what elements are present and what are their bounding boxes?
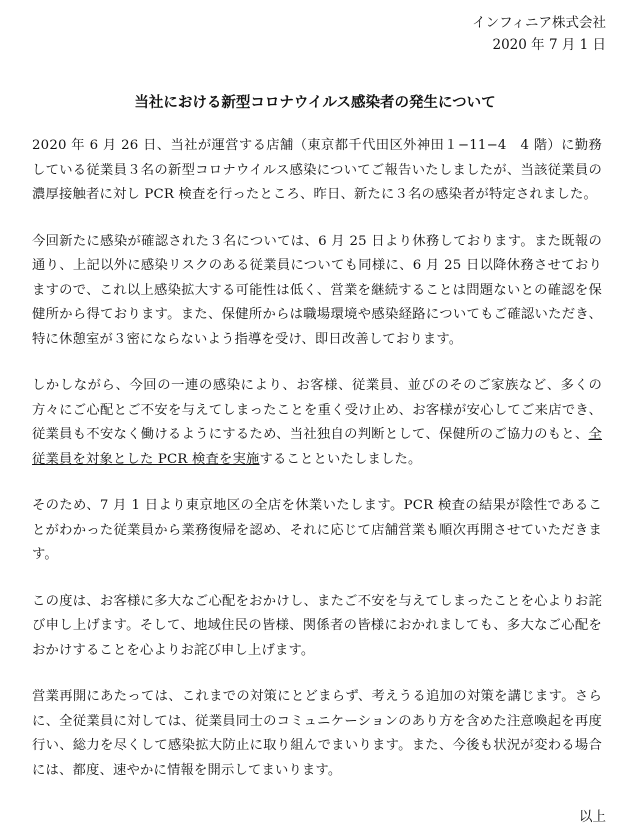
paragraph-4: そのため、7 月 1 日より東京地区の全店を休業いたします。PCR 検査の結果が陰性であることがわかった従業員から業務復帰を認め、それに応じて店舗営業も順次再開させていただきます。 [32, 498, 602, 562]
paragraph-3-text-after: することといたしました。 [259, 451, 422, 467]
paragraph-1: 2020 年 6 月 26 日、当社が運営する店舗（東京都千代田区外神田１−11−4 4 階）に勤務している従業員３名の新型コロナウイルス感染についてご報告いたしましたが、当該従業員の濃厚接触者に対し PCR 検査を行ったところ、昨日、新たに３名の感染者が特定されました。 [32, 138, 602, 202]
paragraph-5: この度は、お客様に多大なご心配をおかけし、またご不安を与えてしまったことを心よりお詫び申し上げます。そして、地域住民の皆様、関係者の皆様におかれましても、多大なご心配をおかけすることを心よりお詫び申し上げます。 [32, 593, 602, 658]
paragraph-3 [32, 374, 602, 472]
closing-mark: 以上 [579, 809, 606, 825]
paragraph-3-text-before: しかしながら、今回の一連の感染により、お客様、従業員、並びのそのご家族など、多くの方々にご心配とご不安を与えてしまったことを重く受け止め、お客様が安心してご来店でき、従業員も不安なく働けるようにするため、当社独自の判断として、保健所のご協力のもと、 [32, 378, 602, 442]
paragraph-6: 営業再開にあたっては、これまでの対策にとどまらず、考えうる追加の対策を講じます。さらに、全従業員に対しては、従業員同士のコミュニケーションのあり方を含めた注意喚起を再度行い、総力を尽くして感染拡大防止に取り組んでまいります。また、今後も状況が変わる場合には、都度、速やかに情報を開示してまいります。 [32, 689, 602, 778]
company-name: インフィニア株式会社 [472, 15, 606, 31]
paragraph-3-underlined-text: 全従業員を対象とした PCR 検査を実施 [32, 427, 602, 467]
document-date: 2020 年 7 月 1 日 [492, 37, 606, 53]
paragraph-2: 今回新たに感染が確認された３名については、6 月 25 日より休務しております。また既報の通り、上記以外に感染リスクのある従業員についても同様に、6 月 25 日以降休務させておりますので、これ以上感染拡大する可能性は低く、営業を継続することは問題ないとの確認を保健所から得ております。また、保健所からは職場環境や感染経路についてもご確認いただき、特に休憩室が３密にならないよう指導を受け、即日改善しております。 [32, 233, 602, 347]
document-title: 当社における新型コロナウイルス感染者の発生について [134, 95, 496, 111]
document-body [32, 134, 602, 805]
